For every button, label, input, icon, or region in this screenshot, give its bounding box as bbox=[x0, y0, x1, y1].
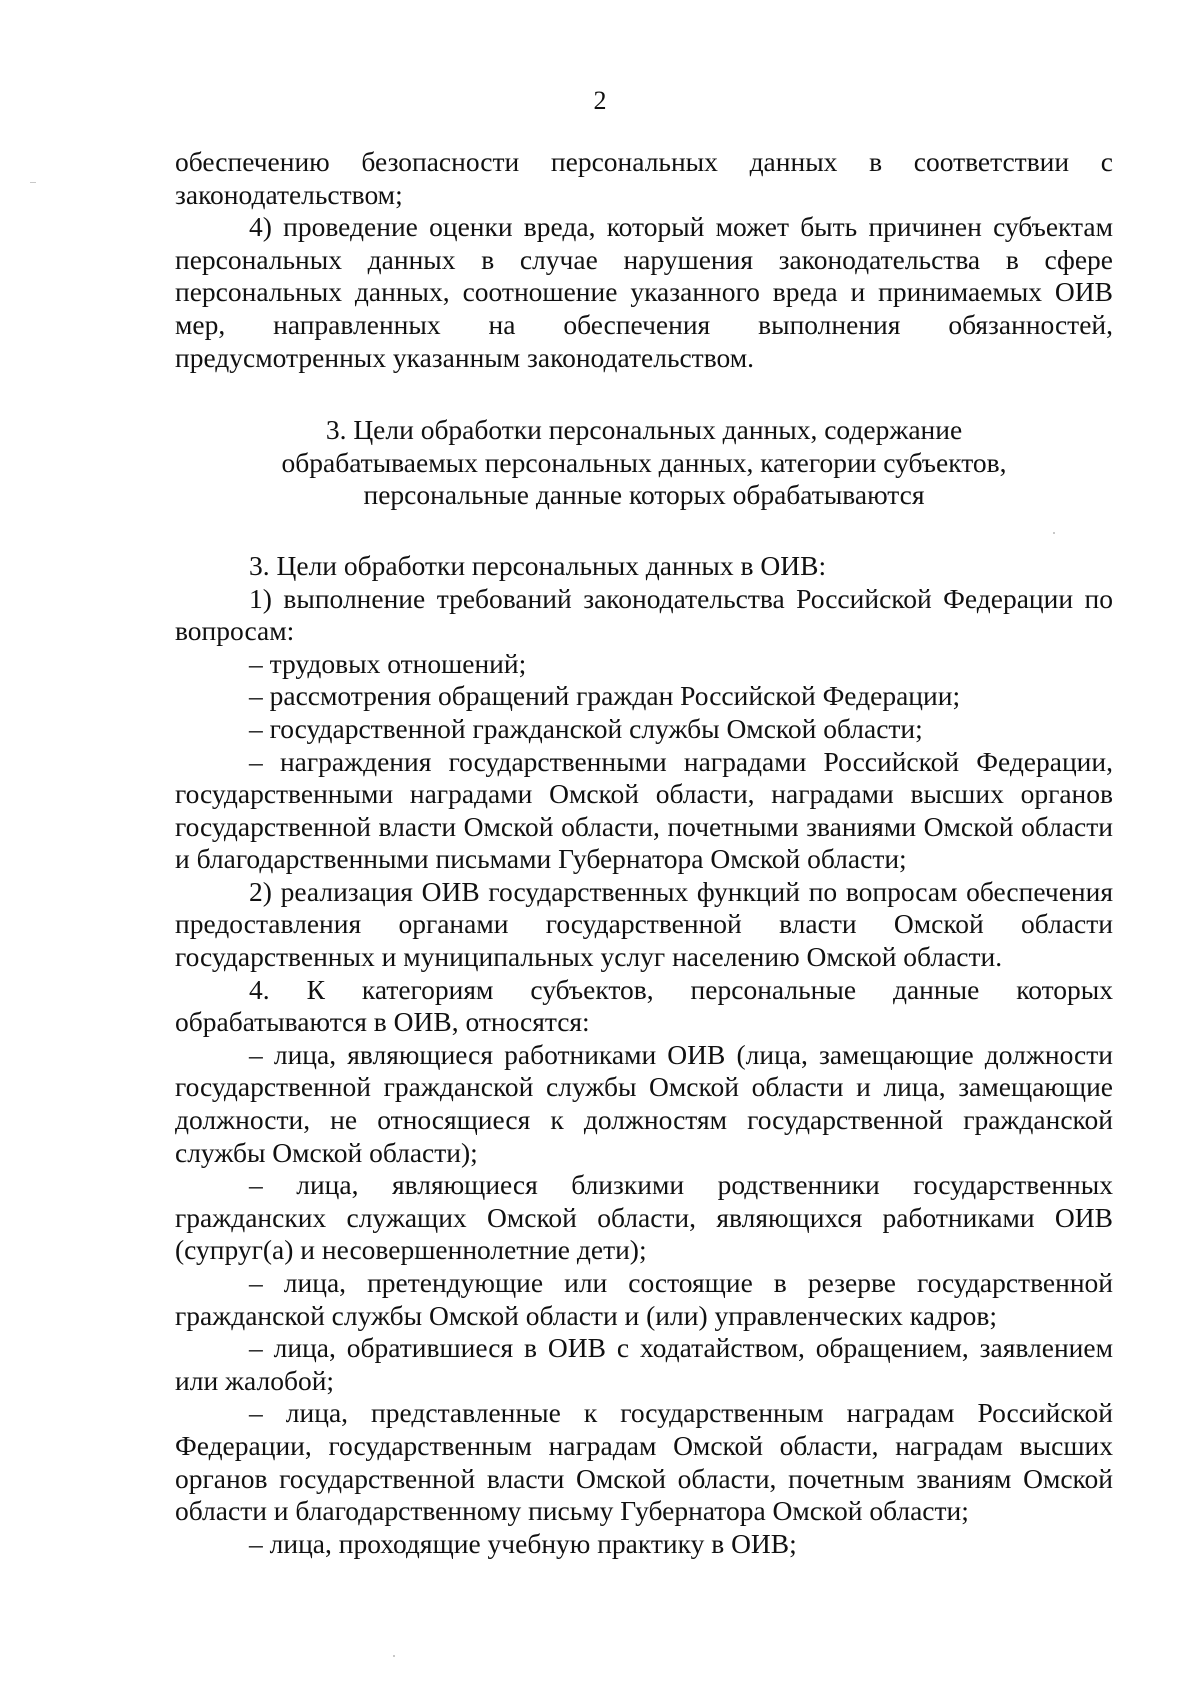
list-item: – государственной гражданской службы Омской области; bbox=[249, 712, 923, 744]
paragraph-subclause-2: 2) реализация ОИВ государственных функций по вопросам обеспечения предоставления органами государственной власти Омской области государственных и муниципальных услуг населению Омской области. bbox=[175, 875, 1113, 973]
paragraph-clause-3: 3. Цели обработки персональных данных в ОИВ: bbox=[249, 549, 827, 581]
document-body bbox=[175, 146, 1113, 1560]
section-heading-line: персональные данные которых обрабатываются bbox=[363, 479, 925, 511]
scan-speck bbox=[393, 1655, 395, 1657]
scan-speck bbox=[30, 182, 36, 183]
paragraph-continuation: обеспечению безопасности персональных данных в соответствии с законодательством; bbox=[175, 146, 1113, 210]
page-number: 2 bbox=[593, 86, 607, 115]
paragraph-subclause-1: 1) выполнение требований законодательства Российской Федерации по вопросам: bbox=[175, 582, 1113, 647]
list-item: – лица, обратившиеся в ОИВ с ходатайством, обращением, заявлением или жалобой; bbox=[175, 1332, 1113, 1396]
list-item: – награждения государственными наградами Российской Федерации, государственными наградами Омской области, наградами высших органов государственной власти Омской области, почетными званиями Омской области и благодарственными письмами Губернатора Омской области; bbox=[175, 745, 1113, 875]
list-item: – лица, представленные к государственным наградам Российской Федерации, государственным наградам Омской области, наградам высших органов государственной власти Омской области, почетным званиям Омской области и благодарственному письму Губернатора Омской области; bbox=[175, 1397, 1113, 1527]
section-heading bbox=[175, 414, 1113, 512]
list-item: – лица, являющиеся работниками ОИВ (лица, замещающие должности государственной гражданской службы Омской области и лица, замещающие должности, не относящиеся к должностям государственной гражданской службы Омской области); bbox=[175, 1038, 1113, 1168]
paragraph-item-4: 4) проведение оценки вреда, который может быть причинен субъектам персональных данных в случае нарушения законодательства в сфере персональных данных, соотношение указанного вреда и принимаемых ОИВ мер, направленных на обеспечения выполнения обязанностей, предусмотренных указанным законодательством. bbox=[175, 211, 1113, 373]
section-heading-line: 3. Цели обработки персональных данных, содержание bbox=[325, 414, 963, 446]
section-heading-line: обрабатываемых персональных данных, категории субъектов, bbox=[281, 446, 1007, 478]
scan-speck bbox=[1053, 532, 1055, 534]
list-item: – лица, являющиеся близкими родственники государственных гражданских служащих Омской области, являющихся работниками ОИВ (супруг(а) и несовершеннолетние дети); bbox=[175, 1169, 1113, 1266]
paragraph-clause-4: 4. К категориям субъектов, персональные данные которых обрабатываются в ОИВ, относятся: bbox=[175, 973, 1113, 1038]
list-item: – лица, претендующие или состоящие в резерве государственной гражданской службы Омской области и (или) управленческих кадров; bbox=[175, 1267, 1113, 1331]
list-item: – лица, проходящие учебную практику в ОИВ; bbox=[249, 1527, 797, 1559]
list-item: – трудовых отношений; bbox=[249, 647, 527, 679]
list-item: – рассмотрения обращений граждан Российской Федерации; bbox=[249, 680, 961, 712]
